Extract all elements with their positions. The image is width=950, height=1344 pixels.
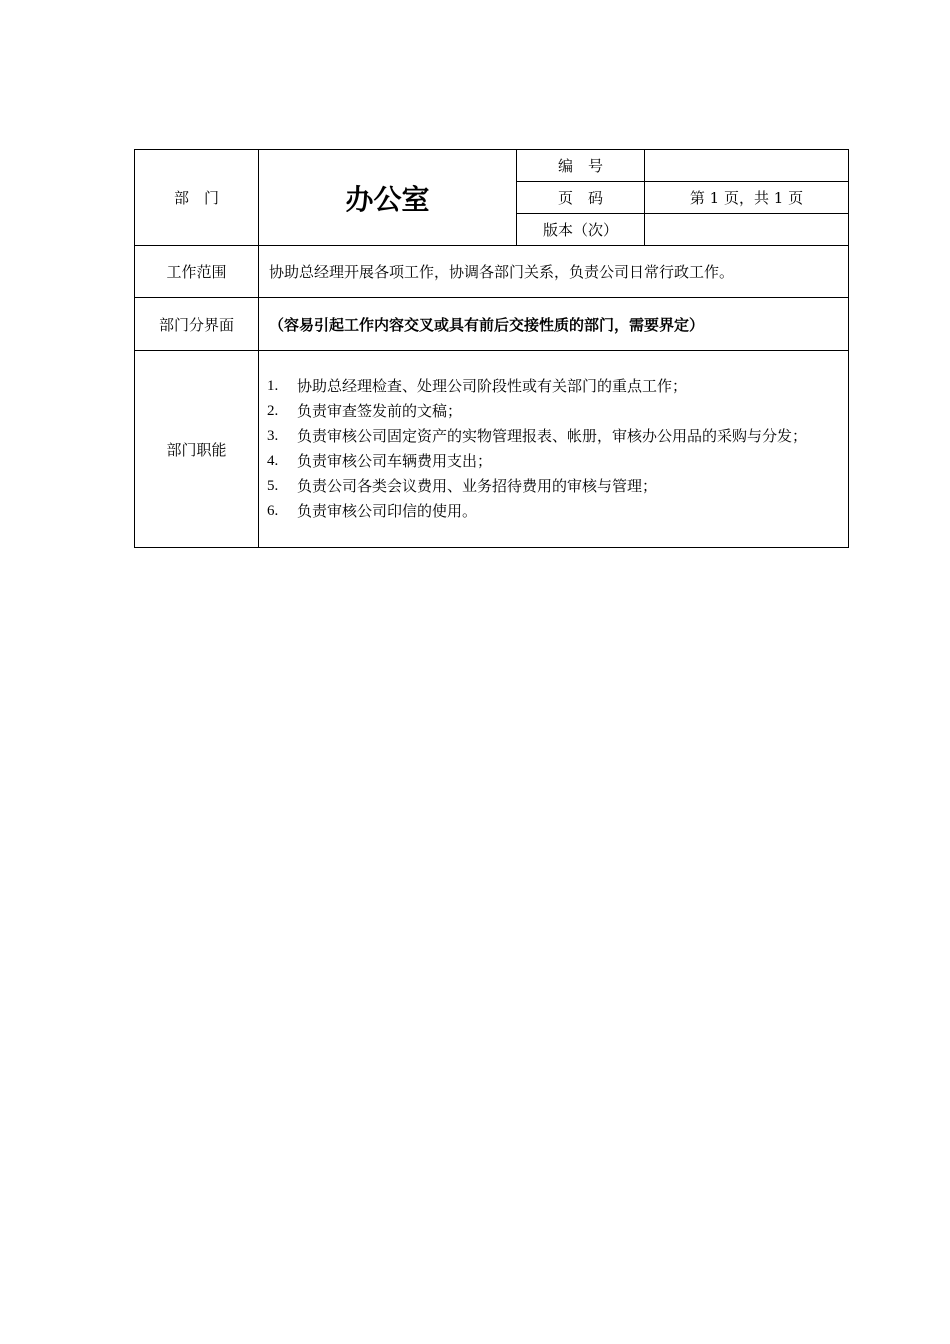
version-value: [645, 214, 849, 246]
list-item: [267, 499, 838, 524]
list-item: [267, 424, 838, 449]
list-item-text: 负责审查签发前的文稿；: [297, 402, 463, 420]
list-item-number: 6.: [267, 503, 279, 519]
boundary-label: 部门分界面: [135, 298, 259, 351]
page-label: 页 码: [517, 182, 645, 214]
duties-cell: [259, 351, 849, 548]
dept-name: 办公室: [259, 150, 517, 246]
list-item-text: 协助总经理检查、处理公司阶段性或有关部门的重点工作；: [297, 377, 688, 395]
list-item-number: 2.: [267, 403, 279, 419]
list-item-text: 负责审核公司车辆费用支出；: [297, 452, 493, 470]
list-item: [267, 399, 838, 424]
list-item: [267, 374, 838, 399]
code-label: 编 号: [517, 150, 645, 182]
list-item-number: 1.: [267, 378, 279, 394]
boundary-text: （容易引起工作内容交叉或具有前后交接性质的部门，需要界定）: [259, 298, 849, 351]
list-item: [267, 474, 838, 499]
list-item-number: 4.: [267, 453, 279, 469]
list-item-text: 负责审核公司印信的使用。: [297, 502, 478, 520]
department-table: [134, 149, 849, 548]
list-item-number: 5.: [267, 478, 279, 494]
code-value: [645, 150, 849, 182]
page-value: 第 1 页，共 1 页: [645, 182, 849, 214]
list-item: [267, 449, 838, 474]
list-item-number: 3.: [267, 428, 279, 444]
scope-label: 工作范围: [135, 246, 259, 298]
version-label: 版本（次）: [517, 214, 645, 246]
dept-label: 部 门: [135, 150, 259, 246]
list-item-text: 负责公司各类会议费用、业务招待费用的审核与管理；: [297, 477, 658, 495]
duties-list: [259, 362, 848, 536]
duties-label: 部门职能: [135, 351, 259, 548]
scope-text: 协助总经理开展各项工作，协调各部门关系，负责公司日常行政工作。: [259, 246, 849, 298]
list-item-text: 负责审核公司固定资产的实物管理报表、帐册，审核办公用品的采购与分发；: [297, 427, 808, 445]
